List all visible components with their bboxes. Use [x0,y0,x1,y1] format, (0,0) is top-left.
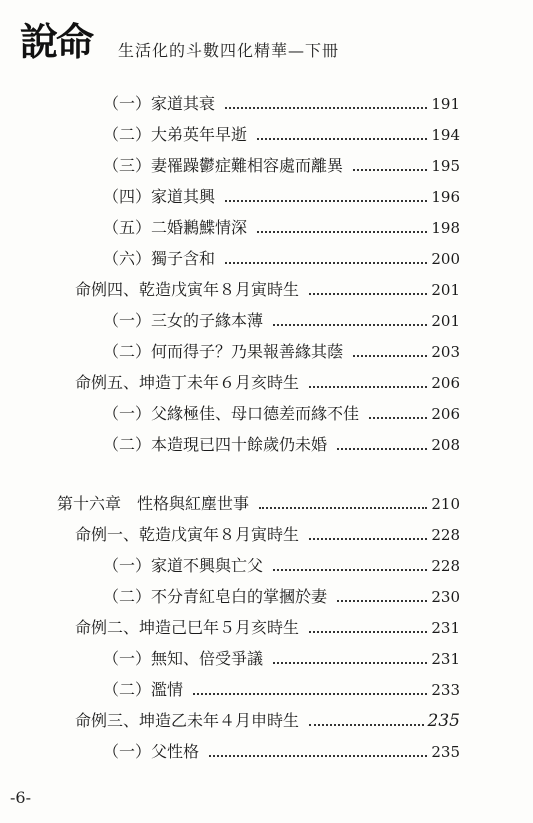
dot-leader [337,600,427,602]
page-number: -6- [10,788,31,807]
toc-entry-page: 194 [431,126,460,144]
toc-entry [103,679,460,701]
toc-entry-page: 210 [431,495,460,513]
toc-entry-page: 233 [431,681,460,699]
book-subtitle: 生活化的斗數四化精華—下冊 [118,41,340,60]
toc-entry-page: 231 [431,650,460,668]
toc-entry [103,217,460,239]
toc-entry-page: 235 [427,711,460,731]
dot-leader [225,200,427,202]
toc-entry-page: 230 [431,588,460,606]
dot-leader [309,386,427,388]
toc-entry [103,403,460,425]
dot-leader [369,417,427,419]
toc-entry-page: 235 [431,743,460,761]
toc-entry-label: 第十六章 性格與紅塵世事 [57,494,250,513]
toc-entry-page: 196 [431,188,460,206]
toc-entry-label: （一）家道其衰 [103,94,216,113]
toc-entry-label: （二）濫情 [103,680,184,699]
dot-leader [309,724,424,726]
dot-leader [193,693,427,695]
toc-entry-page: 206 [431,374,460,392]
dot-leader [257,138,427,140]
toc-entry [103,741,460,763]
toc-entry-label: （二）何而得子？乃果報善緣其蔭 [103,342,344,361]
page-header [20,18,520,68]
dot-leader [259,507,427,509]
toc-entry-label: （四）家道其興 [103,187,216,206]
toc-entry [75,372,460,394]
toc-entry [75,617,460,639]
dot-leader [273,569,427,571]
toc-entry-label: 命例三、坤造乙未年４月申時生 [75,711,300,730]
toc-entry-label: （一）三女的子緣本薄 [103,311,264,330]
dot-leader [309,538,427,540]
toc-entry-label: （五）二婚鶼鰈情深 [103,218,248,237]
dot-leader [225,262,427,264]
toc-entry [103,586,460,608]
toc-entry-page: 200 [431,250,460,268]
toc-entry-page: 231 [431,619,460,637]
toc-entry-page: 195 [431,157,460,175]
toc-entry [103,124,460,146]
toc-entry-page: 228 [431,557,460,575]
dot-leader [225,107,427,109]
toc-entry-label: （一）無知、倍受爭議 [103,649,264,668]
toc-entry [103,155,460,177]
dot-leader [353,169,427,171]
dot-leader [209,755,427,757]
toc-entry-page: 228 [431,526,460,544]
toc-entry [103,310,460,332]
toc-entry-page: 208 [431,436,460,454]
toc-entry-label: （二）大弟英年早逝 [103,125,248,144]
toc-entry-label: 命例二、坤造己巳年５月亥時生 [75,618,300,637]
toc-entry [103,434,460,456]
toc-entry-label: （六）獨子含和 [103,249,216,268]
toc-entry-page: 203 [431,343,460,361]
dot-leader [257,231,427,233]
toc-entry [103,93,460,115]
toc-entry [103,341,460,363]
toc-entry-label: 命例四、乾造戊寅年８月寅時生 [75,280,300,299]
toc-entry [57,493,460,515]
toc-entry-page: 206 [431,405,460,423]
toc-entry-label: 命例一、乾造戊寅年８月寅時生 [75,525,300,544]
toc-entry-label: （二）本造現已四十餘歲仍未婚 [103,435,328,454]
toc-entry-label: （一）家道不興與亡父 [103,556,264,575]
dot-leader [273,324,427,326]
toc-entry-label: （一）父性格 [103,742,200,761]
toc-entry [103,555,460,577]
book-logo: 說命 [20,19,93,64]
toc-entry [75,710,460,732]
dot-leader [353,355,427,357]
dot-leader [309,293,427,295]
toc-entry-page: 198 [431,219,460,237]
toc-entry-page: 201 [431,312,460,330]
toc-entry-label: 命例五、坤造丁未年６月亥時生 [75,373,300,392]
dot-leader [309,631,427,633]
dot-leader [273,662,427,664]
toc-entry-page: 201 [431,281,460,299]
toc-entry [103,186,460,208]
toc-entry [75,524,460,546]
toc-entry [103,248,460,270]
toc-entry-page: 191 [431,95,460,113]
toc-entry-label: （一）父緣極佳、母口德差而緣不佳 [103,404,360,423]
toc-entry [75,279,460,301]
toc-entry-label: （三）妻罹躁鬱症難相容處而離異 [103,156,344,175]
dot-leader [337,448,427,450]
toc-entry-label: （二）不分青紅皂白的掌摑於妻 [103,587,328,606]
toc-entry [103,648,460,670]
